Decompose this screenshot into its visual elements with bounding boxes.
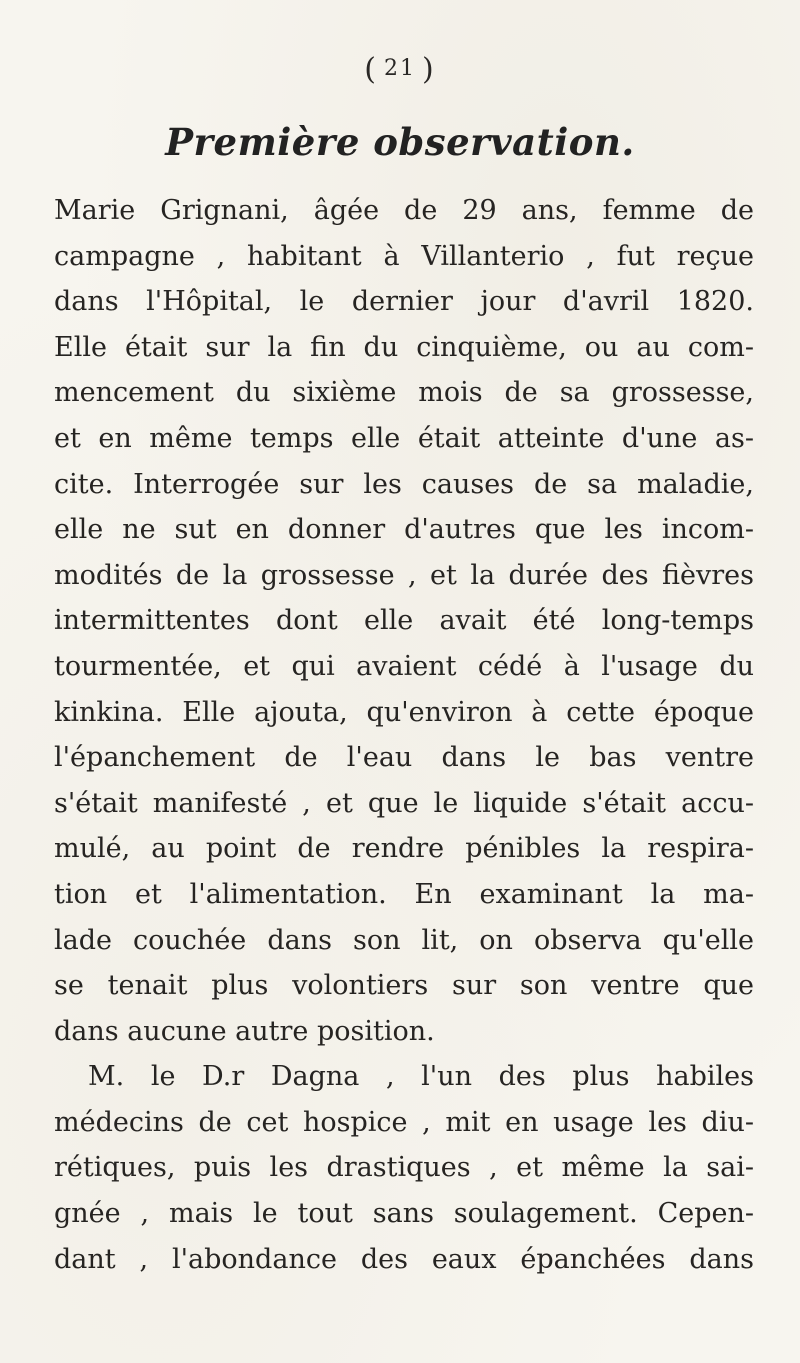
page-number-close-paren: ) [422, 52, 436, 87]
text-line: rétiques, puis les drastiques , et même la sai- [54, 1152, 754, 1184]
text-line: tion et l'alimentation. En examinant la ma- [54, 878, 754, 910]
text-line: kinkina. Elle ajouta, qu'environ à cette époque [54, 696, 754, 728]
text-line: dant , l'abondance des eaux épanchées dans [54, 1243, 754, 1275]
page-number-open-paren: ( [364, 52, 378, 87]
text-line: s'était manifesté , et que le liquide s'était accu- [54, 787, 754, 819]
text-line: gnée , mais le tout sans soulagement. Cepen- [54, 1198, 754, 1230]
text-line: Marie Grignani, âgée de 29 ans, femme de [54, 195, 754, 226]
text-line: mencement du sixième mois de sa grossesse, [54, 377, 754, 409]
text-line: se tenait plus volontiers sur son ventre que [54, 970, 754, 1002]
text-line: lade couchée dans son lit, on observa qu'elle [54, 924, 754, 956]
text-line: et en même temps elle était atteinte d'une as- [54, 422, 754, 454]
text-line: M. le D.r Dagna , l'un des plus habiles [88, 1061, 754, 1093]
page-number-value: 21 [384, 56, 416, 81]
text-line: elle ne sut en donner d'autres que les incom- [54, 514, 754, 546]
text-line: Elle était sur la fin du cinquième, ou au com- [54, 331, 754, 363]
text-line: campagne , habitant à Villanterio , fut reçue [54, 240, 754, 272]
text-line: intermittentes dont elle avait été long-temps [54, 605, 754, 637]
text-line: dans aucune autre position. [54, 1015, 435, 1047]
body-text [54, 188, 754, 1282]
page-number [0, 52, 800, 87]
text-line: dans l'Hôpital, le dernier jour d'avril 1820. [54, 286, 754, 318]
text-line: l'épanchement de l'eau dans le bas ventre [54, 742, 754, 774]
text-line: tourmentée, et qui avaient cédé à l'usage du [54, 650, 754, 682]
text-line: modités de la grossesse , et la durée des fièvres [54, 559, 754, 591]
text-line: médecins de cet hospice , mit en usage les diu- [54, 1106, 754, 1138]
text-line: mulé, au point de rendre pénibles la respira- [54, 833, 754, 865]
section-heading: Première observation. [165, 120, 635, 164]
text-line: cite. Interrogée sur les causes de sa maladie, [54, 468, 754, 500]
